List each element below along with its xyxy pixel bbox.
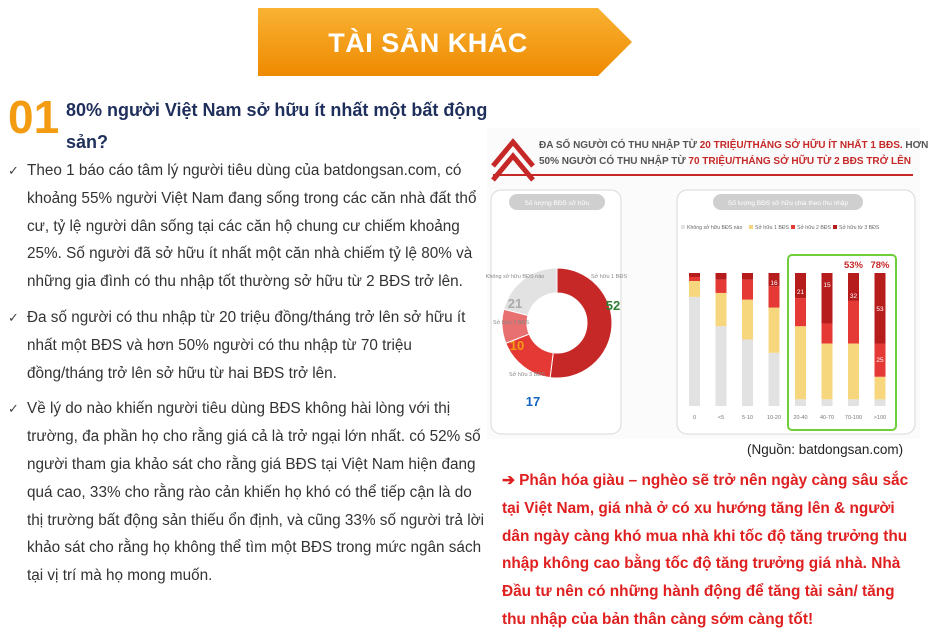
title-banner (258, 8, 632, 76)
legend-swatch (791, 225, 795, 229)
donut-category-label: Sở hữu 1 BĐS (590, 274, 628, 280)
bullet-item (8, 395, 488, 590)
check-icon: ✓ (8, 163, 19, 178)
bullet-item (8, 304, 488, 387)
legend-swatch (749, 225, 753, 229)
bar-segment-label: 21 (796, 289, 805, 296)
donut-value-label: 10 (509, 338, 525, 353)
bar-segment (742, 340, 753, 407)
bar-segment (795, 399, 806, 406)
bar-category-label: 70-100 (844, 415, 863, 421)
pie-title: Số lượng BĐS sở hữu (524, 200, 590, 207)
donut-category-label: Sở hữu 3 BĐS (508, 372, 546, 378)
donut-category-label: Không sở hữu BĐS nào (485, 274, 545, 280)
legend-label: Sở hữu 2 BĐS (797, 225, 831, 231)
headline-underline (493, 174, 913, 176)
bar-legend (681, 224, 880, 231)
infographic-svg (485, 128, 929, 439)
figure-headline-2: 50% NGƯỜI CÓ THU NHẬP TỪ 70 TRIỆU/THÁNG SỞ HỮU TỪ 2 BĐS TRỞ LÊN (539, 156, 911, 167)
bar-segment (716, 293, 727, 326)
bar-segment (716, 326, 727, 406)
bullet-item (8, 157, 488, 296)
bar-title: Số lượng BĐS sở hữu chia theo thu nhập (727, 200, 849, 207)
legend-swatch (681, 225, 685, 229)
section-number: 01 (8, 91, 60, 143)
conclusion-text: ➔ Phân hóa giàu – nghèo sẽ trở nên ngày càng sâu sắc tại Việt Nam, giá nhà ở có xu hướng tăng lên & người dân ngày càng khó mua nhà khi tốc độ tăng trưởng thu nhập không cao bằng tốc độ tăng trưởng giá nhà. Nhà Đầu tư nên có những hành động để tăng tài sản/ tăng thu nhập của bản thân càng sớm càng tốt! (502, 472, 909, 628)
bar-segment (848, 343, 859, 399)
bar-segment (716, 280, 727, 293)
bar-segment (742, 280, 753, 300)
section-heading: 80% người Việt Nam sở hữu ít nhất một bất động sản? (66, 100, 488, 152)
bar-segment (769, 286, 780, 307)
bar-segment (822, 273, 833, 324)
legend-label: Không sở hữu BĐS nào (687, 225, 743, 231)
legend-swatch (833, 225, 837, 229)
bar-category-label: >100 (873, 415, 887, 421)
bar-segment (769, 308, 780, 353)
bar-segment (689, 281, 700, 297)
donut-category-label: Sở hữu 2 BĐS (492, 320, 530, 326)
bar-segment (742, 300, 753, 340)
donut-value-label: 21 (507, 296, 523, 311)
bar-segment (848, 399, 859, 406)
bar-segment (795, 298, 806, 326)
bar-annotation: 78% (870, 260, 890, 271)
bar-category-label: 40-70 (819, 415, 835, 421)
source-note: (Nguồn: batdongsan.com) (747, 442, 904, 457)
bar-segment (822, 343, 833, 399)
bullet-text: Đa số người có thu nhập từ 20 triệu đồng/tháng trở lên sở hữu ít nhất một BĐS và hơn 50% người có thu nhập từ 70 triệu đồng/tháng trở lên sở hữu từ hai BĐS trở lên. (27, 308, 466, 382)
bar-segment (689, 273, 700, 277)
bar-annotation: 53% (843, 260, 864, 271)
bar-category-label: 0 (692, 415, 697, 421)
check-icon: ✓ (8, 309, 19, 325)
donut-value-label: 52 (605, 298, 621, 313)
bar-category-label: 10-20 (766, 415, 782, 421)
bar-segment (689, 297, 700, 406)
bar-segment-label: 25 (876, 357, 884, 364)
bar-segment (769, 353, 780, 406)
figure-headline-1: ĐA SỐ NGƯỜI CÓ THU NHẬP TỪ 20 TRIỆU/THÁNG SỞ HỮU ÍT NHẤT 1 BĐS. HƠN (539, 140, 929, 151)
bullet-text: Về lý do nào khiến người tiêu dùng BĐS không hài lòng với thị trường, đa phần họ cho rằng giá cả là trở ngại lớn nhất. có 52% số người tham gia khảo sát cho rằng giá BĐS tại Việt Nam hiện đang quá cao, 33% cho rằng rào cản khiến họ khó có thể tiếp cận là do thị trường bất động sản thiếu ổn định, và cũng 33% số người trả lời khảo sát cho rằng họ không thể tìm một BĐS trong mức ngân sách tại vị trí mà họ mong muốn. (27, 400, 485, 585)
bar-category-label: 5-10 (741, 415, 754, 421)
bar-segment-label: 16 (770, 280, 778, 287)
bar-segment-label: 15 (823, 282, 831, 289)
bar-segment-label: 53 (876, 306, 884, 313)
bullet-text: Theo 1 báo cáo tâm lý người tiêu dùng của batdongsan.com, có khoảng 55% người Việt Nam đang sống trong các căn nhà đất thổ cư, tỷ lệ người dân sống tại các căn hộ chung cư chiếm khoảng 25%. Số người đã sở hữu ít nhất một căn nhà chiếm tỷ lệ 80% và những gia đình có thu nhập tốt thường sở hữu từ 2 BĐS trở lên. (27, 162, 477, 291)
bar-segment (716, 273, 727, 280)
bar-segment (689, 277, 700, 281)
banner-title: TÀI SẢN KHÁC (328, 28, 528, 58)
bar-segment (795, 326, 806, 399)
bar-segment (848, 301, 859, 344)
bar-segment (875, 399, 886, 406)
bar-segment-label: 32 (849, 293, 858, 300)
bar-segment (822, 399, 833, 406)
donut-value-label: 17 (525, 394, 541, 409)
bar-segment (875, 377, 886, 400)
bar-category-label: 20-40 (793, 415, 808, 421)
bar-segment (742, 273, 753, 280)
bar-category-label: <5 (717, 415, 725, 421)
bar-segment (822, 324, 833, 344)
legend-label: Sở hữu từ 3 BĐS (839, 225, 880, 231)
infographic-figure (485, 128, 929, 439)
legend-label: Sở hữu 1 BĐS (755, 225, 789, 231)
check-icon: ✓ (8, 401, 19, 417)
bullet-list (8, 157, 488, 598)
